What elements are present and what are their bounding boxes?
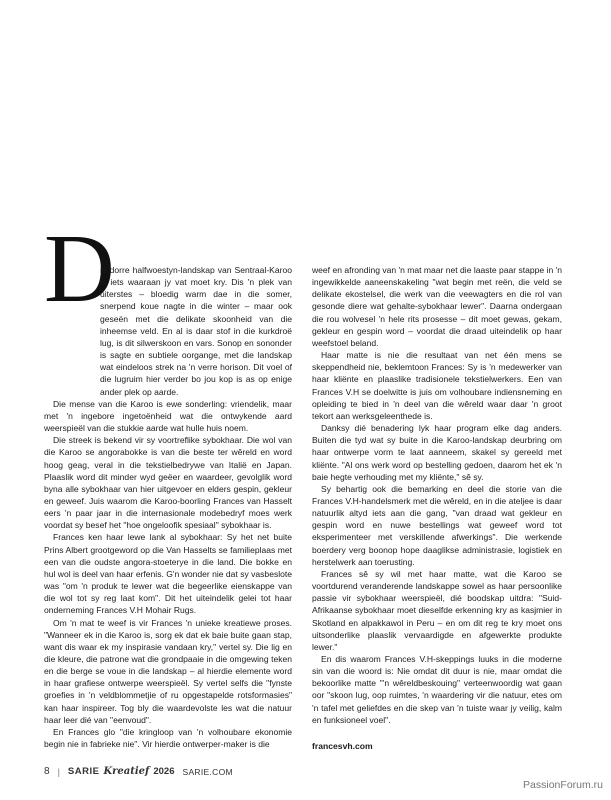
paragraph: ie dorre halfwoestyn-landskap van Sentraal-Karoo is iets waaraan jy vat moet kry. Dis 'n plek van uiterstes – bloedig warm dae in die somer, snerpend koue nagte in die winter – maar ook geseën met die delikate skoonheid van die inheemse veld. En al is daar stof in die kurkdroë lug, is dit silwerskoon en vars. Sonop en sononder is sagte en subtiele oorgange, met die landskap wat eindeloos strek na 'n verre horison. Dit voel of die lugruim hier verder bo jou kop is as op enige ander plek op aarde.	[100, 265, 292, 397]
paragraph: Sy behartig ook die bemarking en deel die storie van die Frances V.H-handelsmerk met die wêreld, en in die ateljee is daar natuurlik altyd iets aan die gang, "van draad wat gekleur en gespin word en nuwe bestellings wat geweef word tot eksperimenteer met verskillende afwerkings". Die werkende boerdery verg boonop hope daaglikse administrasie, logistiek en herstelwerk aan toerusting.	[312, 483, 562, 567]
paragraph: Haar matte is nie die resultaat van net één mens se skeppendheid nie, beklemtoon Frances: Sy is 'n medewerker van haar kliënte en plaaslike tradisionele tekstielwerkers. Een van Frances V.H se doelwitte is juis om volhoubare indiensneming en opleiding te bied in 'n deel van die wêreld waar daar 'n groot tekort aan werksgeleenthede is.	[312, 350, 562, 421]
page-footer	[44, 766, 233, 777]
paragraph: Danksy dié benadering lyk haar program elke dag anders. Buiten die tyd wat sy buite in die Karoo-landskap deurbring om haar ontwerpe vorm te laat aanneem, skakel sy gereeld met kliënte. "Al ons werk word op bestelling gedoen, daarom het ek 'n baie hegte verhouding met my kliënte," sê sy.	[312, 423, 562, 482]
website-link[interactable]: francesvh.com	[312, 740, 373, 751]
magazine-site: SARIE.COM	[182, 766, 233, 777]
paragraph: Frances sê sy wil met haar matte, wat die Karoo se voortdurend veranderende landskappe sowel as haar persoonlike passie vir sybokhaar weerspieël, dié boodskap uitdra: "Suid-Afrikaanse sybokhaar moet dieselfde erkenning kry as kasjmier in Skotland en alpakkawol in Peru – en om dit reg te kry moet ons uitsonderlike plaaslik vervaardigde en afgewerkte produkte lewer."	[312, 568, 562, 652]
edition-year: 2026	[153, 766, 175, 777]
article-column-right	[312, 264, 562, 752]
paragraph: Die streek is bekend vir sy voortreflike sybokhaar. Die wol van die Karoo se angorabokke is van die beste ter wêreld en word hoog geag, veral in die tekstielbedrywe van Italië en Japan. Plaaslik word dit minder wyd geëer en waardeer, gevolglik word byna alle sybokhaar van hier uitgevoer en elders gespin, gekleur en geweef. Juis waarom die Karoo-boorling Frances van Hasselt eers 'n paar jaar in die internasionale modebedryf moes werk voordat sy besef het "hoe ongeloofik spesiaal" sybokhaar is.	[44, 435, 292, 531]
paragraph: En Frances glo "die kringloop van 'n volhoubare ekonomie begin nie in fabrieke nie". Vir hierdie ontwerper-maker is die	[44, 726, 292, 750]
paragraph: Om 'n mat te weef is vir Frances 'n unieke kreatiewe proses. "Wanneer ek in die Karoo is, sorg ek dat ek baie buite gaan stap, want dis waar ek my inspirasie vandaan kry," vertel sy. Die lig en die kleure, die patrone wat die grondpaaie in die omgewing teken en die berge se voue in die landskap – al hierdie elemente word in haar grafiese ontwerpe weerspieël. Sy vertel selfs die "fynste groefies in 'n veldblommetjie of ru opgestapelde rotsformasies" kan haar inspireer. Tog bly die waardevolste les wat die natuur haar leer dié van "eenvoud".	[44, 617, 292, 725]
paragraph: weef en afronding van 'n mat maar net die laaste paar stappe in 'n ingewikkelde aaneenskakeling "wat begin met reën, die veld se delikate ekostelsel, die werk van die veewagters en die rol van gesonde diere wat gehalte-sybokhaar lewer". Daarna ondergaan die rou wolvesel 'n hele rits prosesse – dit moet gewas, gekam, gekleur en gespin word – voordat die draad uiteindelik op haar weefstoel beland.	[312, 265, 562, 348]
footer-separator: |	[57, 766, 60, 777]
edition-name: Kreatief	[103, 766, 150, 777]
drop-cap: D	[44, 215, 115, 323]
paragraph: Die mense van die Karoo is ewe sonderling: vriendelik, maar met 'n ingebore ingetoënheid wat die ontwykende aard weerspieël van die stukkie aarde wat hulle huis noem.	[44, 398, 292, 434]
paragraph: Frances ken haar lewe lank al sybokhaar: Sy het net buite Prins Albert grootgeword op die Van Hasselts se familieplaas met een van die oudste angora-stoeterye in die land. Die bokke en hul wol is deel van haar erfenis. G'n wonder nie dat sy vasbeslote was "om 'n produk te lewer wat die begeerlike eienskappe van die wol tot sy reg laat kom". Dit het uiteindelik gelei tot haar onderneming Frances V.H Mohair Rugs.	[44, 532, 292, 616]
article-column-left	[44, 264, 292, 750]
magazine-name: SARIE	[67, 766, 100, 777]
paragraph: En dis waarom Frances V.H-skeppings luuks in die moderne sin van die woord is: Nie omdat dit duur is nie, maar omdat die bekoorlike matte "'n wêreldbeskouing" verteenwoordig wat gaan oor "skoon lug, oop ruimtes, 'n waardering vir die natuur, etes om 'n tafel met geliefdes en die skep van 'n tuiste waar jy veilig, kalm en funksioneel voel".	[312, 654, 562, 725]
page-number: 8	[44, 766, 50, 777]
watermark: PassionForum.ru	[523, 779, 603, 791]
